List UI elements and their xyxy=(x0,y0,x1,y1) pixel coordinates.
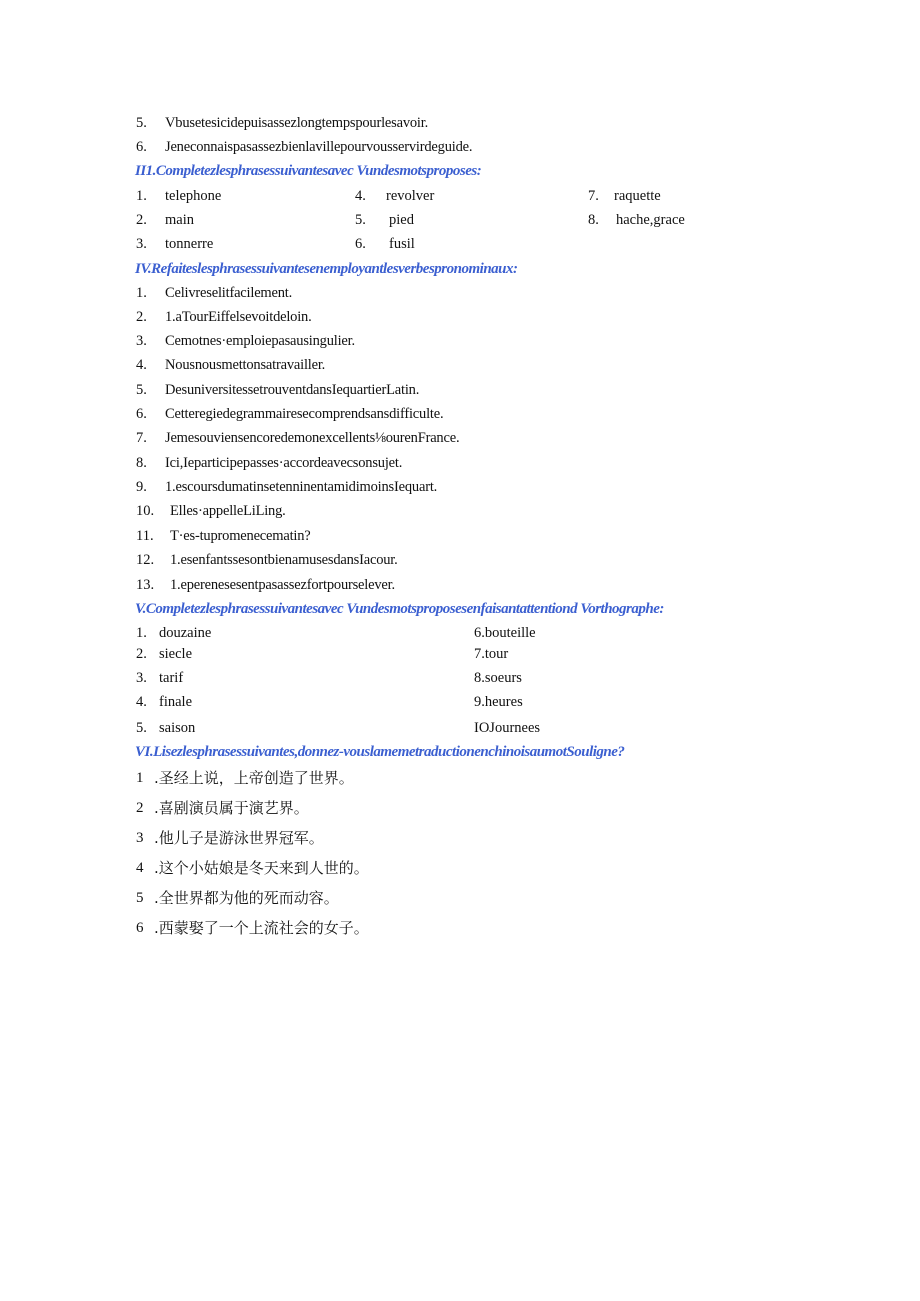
item-text: IOJournees xyxy=(474,720,541,736)
item-number: 5. xyxy=(355,212,366,228)
section-heading: II1.Completezlesphrasessuivantesavec Vundesmotsproposes: xyxy=(135,163,482,179)
section-heading: VI.Lisezlesphrasessuivantes,donnez-vouslamemetraductionenchinoisaumotSouligne? xyxy=(135,744,625,760)
item-number: 10. xyxy=(136,503,155,519)
item-number: 2. xyxy=(136,212,147,228)
item-number: 6 xyxy=(136,920,144,936)
item-number: 6. xyxy=(136,139,147,155)
item-number: 9. xyxy=(136,479,147,495)
item-text: fusil xyxy=(389,236,415,252)
item-text: Vbusetesicidepuisassezlongtempspourlesavoir. xyxy=(165,115,429,131)
item-text: douzaine xyxy=(159,625,212,641)
section-heading: IV.Refaiteslesphrasessuivantesenemployantlesverbespronominaux: xyxy=(135,261,518,277)
item-number: 8. xyxy=(136,455,147,471)
item-number: 13. xyxy=(136,577,155,593)
item-number: 2. xyxy=(136,646,147,662)
item-number: 1. xyxy=(136,625,147,641)
item-text: Celivreselitfacilement. xyxy=(165,285,293,301)
item-text: Jeneconnaispasassezbienlavillepourvousservirdeguide. xyxy=(165,139,473,155)
item-text: DesuniversitessetrouventdansIequartierLatin. xyxy=(165,382,420,398)
item-number: 1. xyxy=(136,188,147,204)
item-number: 5. xyxy=(136,382,147,398)
item-text: Cetteregiedegrammairesecomprendsansdifficulte. xyxy=(165,406,444,422)
item-text: Nousnousmettonsatravailler. xyxy=(165,357,326,373)
item-text: 6.bouteille xyxy=(474,625,536,641)
item-number: 4 xyxy=(136,860,144,876)
item-number: 5. xyxy=(136,720,147,736)
item-text: T·es-tupromenecematin? xyxy=(170,528,311,544)
item-number: 4. xyxy=(136,694,147,710)
item-number: 5 xyxy=(136,890,144,906)
section-heading: V.Completezlesphrasessuivantesavec Vundesmotsproposesenfaisantattentiond Vorthographe: xyxy=(135,601,664,617)
item-number: 3. xyxy=(136,333,147,349)
item-number: 11. xyxy=(136,528,154,544)
item-text: 7.tour xyxy=(474,646,509,662)
item-text: .西蒙娶了一个上流社会的女子。 xyxy=(154,919,369,937)
item-number: 1 xyxy=(136,770,144,786)
item-text: 1.esenfantssesontbienamusesdansIacour. xyxy=(170,552,398,568)
item-text: .这个小姑娘是冬天来到人世的。 xyxy=(154,859,369,877)
item-number: 3. xyxy=(136,670,147,686)
item-number: 2 xyxy=(136,800,144,816)
item-text: .喜剧演员属于演艺界。 xyxy=(154,799,309,817)
item-number: 4. xyxy=(355,188,366,204)
item-number: 5. xyxy=(136,115,147,131)
item-text: saison xyxy=(159,720,196,736)
item-text: main xyxy=(165,212,194,228)
item-text: 1.escoursdumatinsetenninentamidimoinsIequart. xyxy=(165,479,438,495)
item-number: 6. xyxy=(136,406,147,422)
item-text: .他儿子是游泳世界冠军。 xyxy=(154,829,324,847)
item-number: 1. xyxy=(136,285,147,301)
item-text: revolver xyxy=(386,188,435,204)
item-text: Cemotnes·emploiepasausingulier. xyxy=(165,333,355,349)
item-text: 8.soeurs xyxy=(474,670,522,686)
item-number: 6. xyxy=(355,236,366,252)
item-text: 9.heures xyxy=(474,694,523,710)
item-text: finale xyxy=(159,694,193,710)
item-text: tarif xyxy=(159,670,184,686)
item-number: 7. xyxy=(136,430,147,446)
item-text: .圣经上说，上帝创造了世界。 xyxy=(154,769,354,787)
item-text: Jemesouviensencoredemonexcellents⅛ourenFrance. xyxy=(165,430,460,446)
item-number: 8. xyxy=(588,212,599,228)
item-text: 1.eperenesesentpasassezfortpourselever. xyxy=(170,577,395,593)
item-number: 2. xyxy=(136,309,147,325)
item-text: .全世界都为他的死而动容。 xyxy=(154,889,339,907)
item-text: siecle xyxy=(159,646,193,662)
item-text: raquette xyxy=(614,188,661,204)
item-text: Elles·appelleLiLing. xyxy=(170,503,286,519)
item-number: 4. xyxy=(136,357,147,373)
item-number: 3. xyxy=(136,236,147,252)
item-text: 1.aTourEiffelsevoitdeloin. xyxy=(165,309,312,325)
item-text: telephone xyxy=(165,188,222,204)
item-text: Ici,Ieparticipepasses·accordeavecsonsujet. xyxy=(165,455,403,471)
item-number: 12. xyxy=(136,552,155,568)
item-text: pied xyxy=(389,212,414,228)
item-text: tonnerre xyxy=(165,236,214,252)
item-text: hache,grace xyxy=(616,212,685,228)
item-number: 3 xyxy=(136,830,144,846)
item-number: 7. xyxy=(588,188,599,204)
